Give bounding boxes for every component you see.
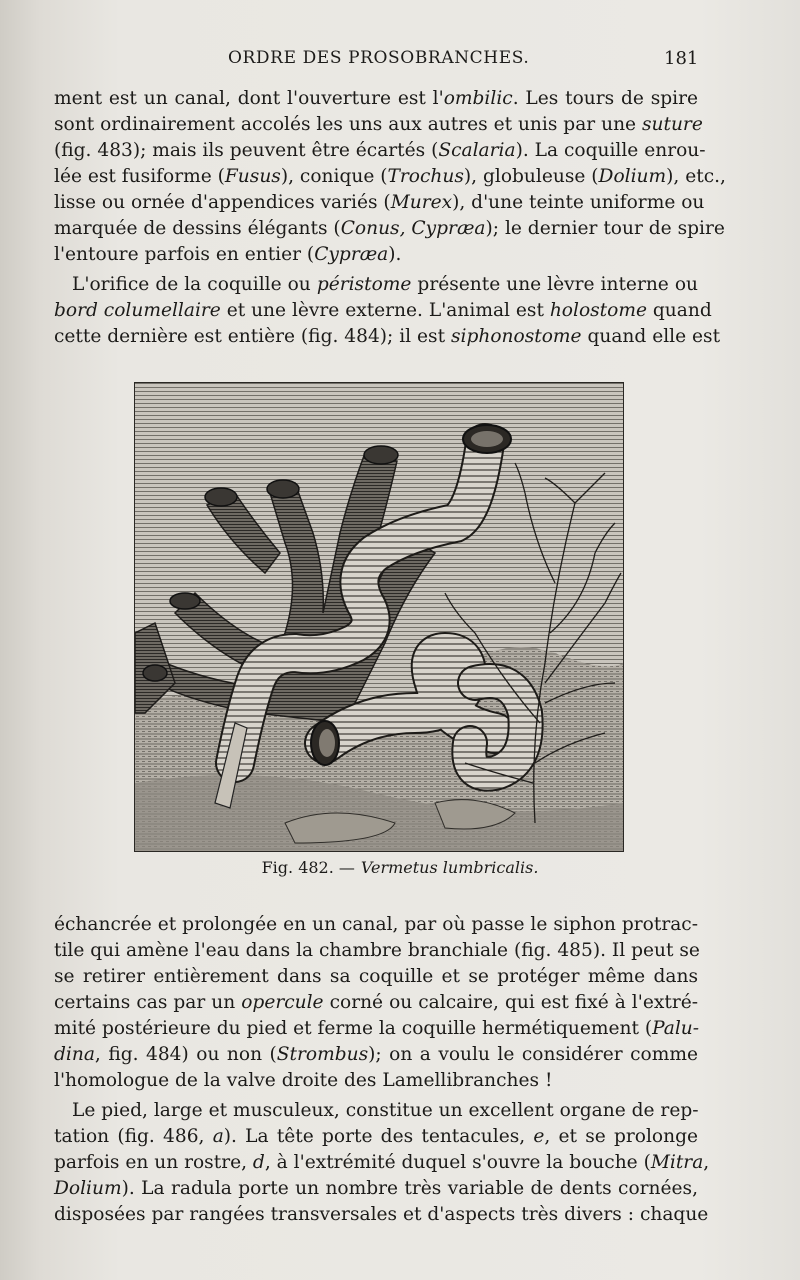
text-line: Dolium). La radula porte un nombre très variable de dents cornées, [54,1178,698,1199]
running-head [0,48,800,72]
text-line: tation (fig. 486, a). La tête porte des tentacules, e, et se prolonge [54,1126,698,1147]
paragraph-peristome [54,272,721,350]
paragraph-siphon [54,912,698,1094]
text-line: certains cas par un opercule corné ou calcaire, qui est fixé à l'extré- [54,992,698,1013]
text-line: L'orifice de la coquille ou péristome présente une lèvre interne ou [72,274,698,295]
text-line: sont ordinairement accolés les uns aux autres et unis par une suture [54,114,703,135]
text-line: cette dernière est entière (fig. 484); il est siphonostome quand elle est [54,326,721,347]
paragraph-foot-head [54,1098,710,1228]
text-line: disposées par rangées transversales et d'aspects très divers : chaque [54,1204,709,1225]
text-line: l'homologue de la valve droite des Lamellibranches ! [54,1070,553,1091]
text-line: dina, fig. 484) ou non (Strombus); on a voulu le considérer comme [54,1044,698,1065]
text-line: bord columellaire et une lèvre externe. L'animal est holostome quand [54,300,712,321]
text-line: marquée de dessins élégants (Conus, Cypræa); le dernier tour de spire [54,218,725,239]
page-number: 181 [664,48,699,69]
text-line: se retirer entièrement dans sa coquille et se protéger même dans [54,966,698,987]
text-line: Le pied, large et musculeux, constitue un excellent organe de rep- [72,1100,699,1121]
figure-caption [0,858,800,877]
text-line: ment est un canal, dont l'ouverture est l'ombilic. Les tours de spire [54,88,698,109]
text-line: tile qui amène l'eau dans la chambre branchiale (fig. 485). Il peut se [54,940,700,961]
figure-number: Fig. 482. — [261,858,355,877]
figure-title: Vermetus lumbricalis. [360,858,539,877]
text-line: lisse ou ornée d'appendices variés (Murex), d'une teinte uniforme ou [54,192,705,213]
text-line: échancrée et prolongée en un canal, par où passe le siphon protrac- [54,914,698,935]
text-line: l'entoure parfois en entier (Cypræa). [54,244,402,265]
text-line: parfois en un rostre, d, à l'extrémité duquel s'ouvre la bouche (Mitra, [54,1152,710,1173]
figure-engraving-vermetus [134,382,624,852]
text-line: lée est fusiforme (Fusus), conique (Trochus), globuleuse (Dolium), etc., [54,166,726,187]
text-line: (fig. 483); mais ils peuvent être écartés (Scalaria). La coquille enrou- [54,140,706,161]
text-line: mité postérieure du pied et ferme la coquille hermétiquement (Palu- [54,1018,700,1039]
running-title: ORDRE DES PROSOBRANCHES. [228,48,530,68]
paragraph-shell-structure [54,86,726,268]
engraving-illustration [135,383,623,851]
